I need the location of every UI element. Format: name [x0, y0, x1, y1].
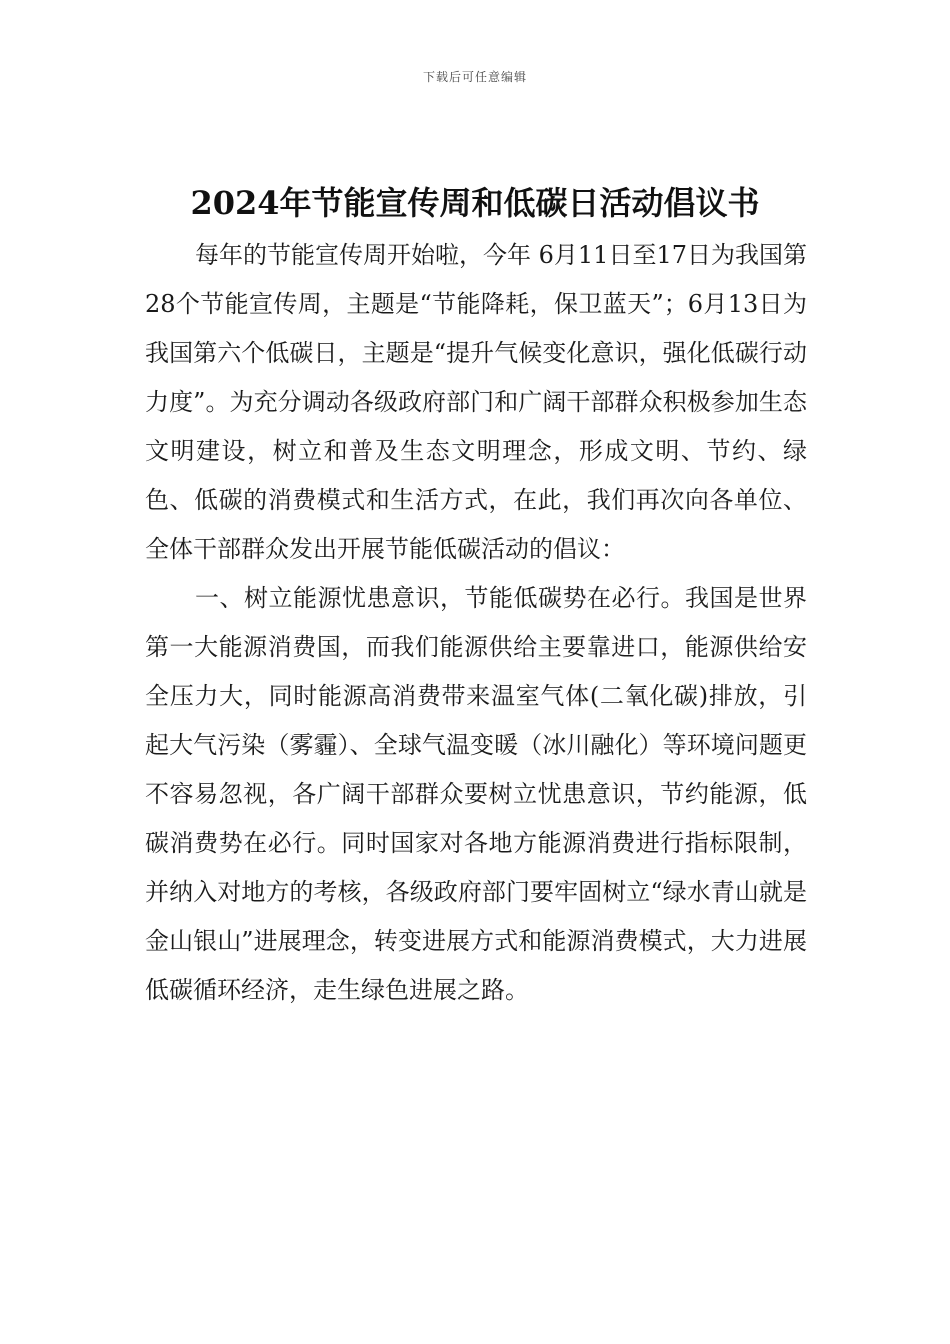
page-header: 下载后可任意编辑 — [422, 70, 527, 84]
document-title: 2024年节能宣传周和低碳日活动倡议书 — [190, 184, 760, 222]
paragraph-point-one: 一、树立能源忧患意识，节能低碳势在必行。我国是世界第一大能源消费国，而我们能源供给主要靠进口，能源供给安全压力大，同时能源高消费带来温室气体(二氧化碳)排放，引起大气污染（雾霾）、全球气温变暖（冰川融化）等环境问题更不容易忽视，各广阔干部群众要树立忧患意识，节约能源，低碳消费势在必行。同时国家对各地方能源消费进行指标限制，并纳入对地方的考核，各级政府部门要牢固树立“绿水青山就是金山银山”进展理念，转变进展方式和能源消费模式，大力进展低碳循环经济，走生绿色进展之路。 — [145, 584, 807, 1004]
paragraph-intro: 每年的节能宣传周开始啦，今年 6月11日至17日为我国第28个节能宣传周，主题是“节能降耗，保卫蓝天”；6月13日为我国第六个低碳日，主题是“提升气候变化意识，强化低碳行动力度”。为充分调动各级政府部门和广阔干部群众积极参加生态文明建设，树立和普及生态文明理念，形成文明、节约、绿色、低碳的消费模式和生活方式，在此，我们再次向各单位、全体干部群众发出开展节能低碳活动的倡议： — [145, 241, 807, 563]
document-body — [145, 231, 807, 1015]
